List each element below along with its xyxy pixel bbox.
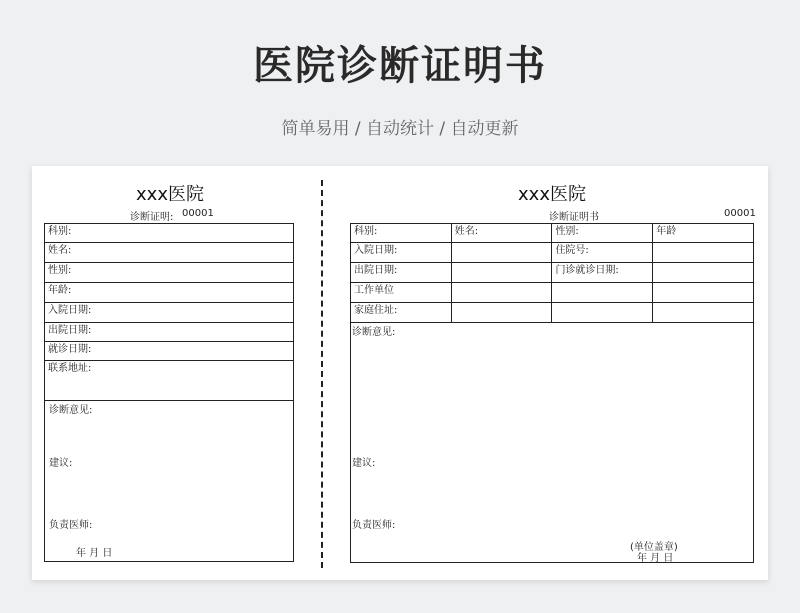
- main-blank-cell: [451, 263, 552, 283]
- main-sex-field: 性别:: [552, 224, 653, 243]
- stub-date-line: 年 月 日: [76, 548, 113, 559]
- main-diagnosis-label: 诊断意见:: [352, 327, 396, 338]
- page-subtitle: 简单易用 / 自动统计 / 自动更新: [281, 119, 519, 139]
- certificate-sheet: [32, 166, 768, 580]
- main-home-address-field: 家庭住址:: [351, 303, 452, 323]
- tear-line-divider: [321, 180, 323, 568]
- page-title: 医院诊断证明书: [253, 43, 547, 89]
- stub-cert-label: 诊断证明:: [130, 212, 174, 223]
- stub-advice-label: 建议:: [49, 458, 73, 469]
- main-cert-number: 00001: [724, 208, 756, 219]
- main-info-table: [350, 223, 754, 563]
- stub-age-field: 年龄:: [45, 283, 294, 303]
- stub-admit-date-field: 入院日期:: [45, 303, 294, 323]
- main-admit-date-field: 入院日期:: [351, 243, 452, 263]
- main-discharge-date-field: 出院日期:: [351, 263, 452, 283]
- stub-dept-field: 科别:: [45, 224, 294, 243]
- main-blank-cell: [653, 243, 754, 263]
- stub-diagnosis-label: 诊断意见:: [49, 405, 93, 416]
- stub-table: [44, 223, 294, 562]
- main-blank-cell: [653, 283, 754, 303]
- main-date-line: 年 月 日: [637, 553, 674, 564]
- main-blank-cell: [451, 303, 552, 323]
- main-hospital-name: xxx医院: [518, 184, 586, 205]
- stub-sex-field: 性别:: [45, 263, 294, 283]
- main-diagnosis-block: [351, 323, 754, 563]
- main-blank-cell: [451, 283, 552, 303]
- main-blank-cell: [552, 303, 653, 323]
- main-name-field: 姓名:: [451, 224, 552, 243]
- main-blank-cell: [653, 303, 754, 323]
- stub-lower-block: [45, 401, 294, 562]
- main-bed-number-field: 住院号:: [552, 243, 653, 263]
- main-seal-label: (单位盖章): [630, 542, 678, 553]
- main-age-field: 年龄: [653, 224, 754, 243]
- main-blank-cell: [552, 283, 653, 303]
- stub-discharge-date-field: 出院日期:: [45, 323, 294, 342]
- main-workplace-field: 工作单位: [351, 283, 452, 303]
- main-advice-label: 建议:: [352, 458, 376, 469]
- stub-visit-date-field: 就诊日期:: [45, 342, 294, 361]
- main-blank-cell: [451, 243, 552, 263]
- main-outpatient-date-field: 门诊就诊日期:: [552, 263, 653, 283]
- main-doc-title: 诊断证明书: [549, 212, 599, 223]
- stub-address-field: 联系地址:: [45, 361, 294, 401]
- main-dept-field: 科别:: [351, 224, 452, 243]
- stub-hospital-name: xxx医院: [136, 184, 204, 205]
- stub-doctor-label: 负责医师:: [49, 520, 93, 531]
- stub-cert-number: 00001: [182, 208, 214, 219]
- stub-name-field: 姓名:: [45, 243, 294, 263]
- main-doctor-label: 负责医师:: [352, 520, 396, 531]
- main-blank-cell: [653, 263, 754, 283]
